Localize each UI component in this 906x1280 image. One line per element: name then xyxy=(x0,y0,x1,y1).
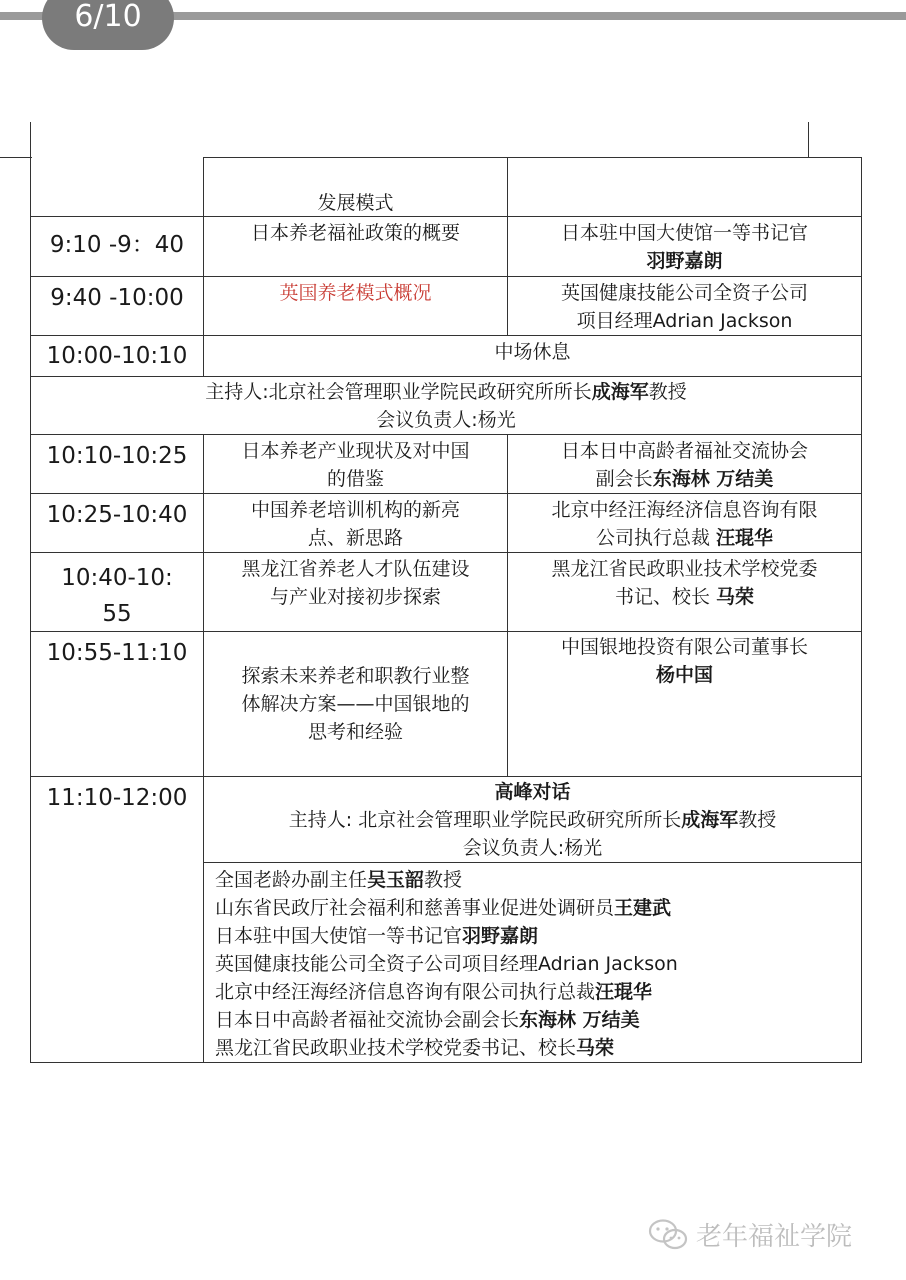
time-cell: 9:40 -10:00 xyxy=(50,285,184,311)
time-cell: 10:25-10:40 xyxy=(46,502,188,528)
host-suffix: 教授 xyxy=(738,809,777,831)
responsible-person: 会议负责人:杨光 xyxy=(376,409,516,431)
page-indicator: 6/10 xyxy=(42,0,174,50)
table-border xyxy=(30,552,862,553)
topic-cell xyxy=(204,662,507,746)
speaker-name: 汪琨华 xyxy=(716,527,774,549)
time-cell: 10:10-10:25 xyxy=(46,443,188,469)
wechat-icon xyxy=(648,1218,688,1252)
table-border xyxy=(808,122,809,158)
topic-line: 探索未来养老和职教行业整 xyxy=(241,665,470,687)
host-cell xyxy=(31,378,861,434)
table-border xyxy=(30,276,862,277)
table-border xyxy=(203,157,862,158)
topic-line: 点、新思路 xyxy=(307,527,403,549)
table-border xyxy=(30,434,862,435)
time-cell: 10:00-10:10 xyxy=(46,343,188,369)
topic-line: 与产业对接初步探索 xyxy=(269,586,441,608)
topic-line: 思考和经验 xyxy=(307,721,403,743)
speaker-name: 东海林 万结美 xyxy=(652,468,774,490)
table-border xyxy=(30,335,862,336)
host-suffix: 教授 xyxy=(648,381,687,403)
speaker-cell xyxy=(508,555,861,611)
speaker-name: 羽野嘉朗 xyxy=(646,250,723,272)
host-prefix: 主持人: 北京社会管理职业学院民政研究所所长 xyxy=(288,809,682,831)
speaker-title: 英国健康技能公司全资子公司 xyxy=(560,282,808,304)
dialogue-header xyxy=(204,778,861,862)
list-item: 英国健康技能公司全资子公司项目经理Adrian Jackson xyxy=(215,953,678,975)
speaker-name: 杨中国 xyxy=(655,664,713,686)
speaker-cell xyxy=(508,437,861,493)
topic-cell: 日本养老福祉政策的概要 xyxy=(250,222,460,244)
time-cell: 11:10-12:00 xyxy=(46,785,188,811)
topic-line: 日本养老产业现状及对中国 xyxy=(241,440,470,462)
topic-line: 体解决方案——中国银地的 xyxy=(241,693,470,715)
time-line: 55 xyxy=(102,601,132,627)
list-item: 黑龙江省民政职业技术学校党委书记、校长马荣 xyxy=(215,1037,615,1059)
topic-cell xyxy=(204,555,507,611)
table-border xyxy=(30,376,862,377)
host-name: 成海军 xyxy=(681,809,739,831)
time-cell: 10:55-11:10 xyxy=(46,640,188,666)
speaker-title: 日本日中高龄者福祉交流协会 xyxy=(560,440,808,462)
topic-line: 黑龙江省养老人才队伍建设 xyxy=(241,558,470,580)
speaker-name: 马荣 xyxy=(716,586,755,608)
session-title: 高峰对话 xyxy=(494,781,571,803)
list-item: 山东省民政厅社会福利和慈善事业促进处调研员王建武 xyxy=(215,897,672,919)
topic-line: 中国养老培训机构的新亮 xyxy=(250,499,460,521)
time-cell: 9:10 -9：40 xyxy=(49,232,185,258)
list-item: 日本日中高龄者福祉交流协会副会长东海林 万结美 xyxy=(215,1009,640,1031)
speaker-title: 副会长 xyxy=(595,468,653,490)
speaker-title: 公司执行总裁 xyxy=(595,527,717,549)
watermark xyxy=(648,1216,852,1253)
host-prefix: 主持人:北京社会管理职业学院民政研究所所长 xyxy=(205,381,592,403)
watermark-text: 老年福祉学院 xyxy=(696,1222,853,1252)
panel-list xyxy=(215,866,678,1062)
topic-cell: 发展模式 xyxy=(317,192,394,214)
table-border xyxy=(30,493,862,494)
topic-cell xyxy=(204,437,507,493)
time-cell xyxy=(31,560,203,632)
list-item: 北京中经汪海经济信息咨询有限公司执行总裁汪琨华 xyxy=(215,981,653,1003)
speaker-cell xyxy=(508,496,861,552)
speaker-cell xyxy=(508,219,861,275)
table-border xyxy=(30,122,31,158)
speaker-title: 黑龙江省民政职业技术学校党委 xyxy=(551,558,818,580)
list-item: 全国老龄办副主任吴玉韶教授 xyxy=(215,869,463,891)
table-border xyxy=(30,1062,862,1063)
table-border xyxy=(30,776,862,777)
speaker-title: 日本驻中国大使馆一等书记官 xyxy=(560,222,808,244)
speaker-cell xyxy=(508,279,861,335)
topic-cell: 英国养老模式概况 xyxy=(279,282,432,304)
time-line: 10:40-10: xyxy=(61,565,173,591)
speaker-title: 中国银地投资有限公司董事长 xyxy=(560,636,808,658)
table-border xyxy=(0,157,32,158)
topic-cell xyxy=(204,496,507,552)
speaker-title: 项目经理Adrian Jackson xyxy=(576,310,793,332)
speaker-cell xyxy=(508,633,861,689)
speaker-title: 北京中经汪海经济信息咨询有限 xyxy=(551,499,818,521)
table-border xyxy=(861,157,862,1063)
break-cell: 中场休息 xyxy=(494,341,571,363)
table-border xyxy=(203,862,862,863)
list-item: 日本驻中国大使馆一等书记官羽野嘉朗 xyxy=(215,925,539,947)
responsible-person: 会议负责人:杨光 xyxy=(462,837,603,859)
host-name: 成海军 xyxy=(591,381,649,403)
speaker-title: 书记、校长 xyxy=(614,586,717,608)
topic-line: 的借鉴 xyxy=(326,468,384,490)
